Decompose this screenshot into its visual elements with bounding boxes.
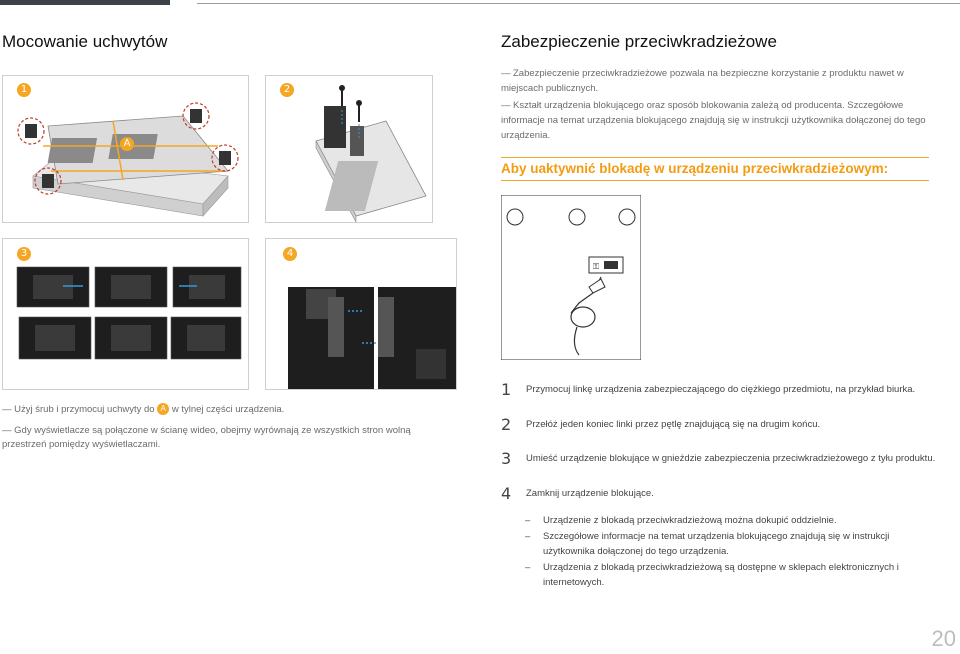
step-badge-4: 4 [283,247,297,261]
bullet-1 [525,513,925,528]
svg-text:⚿: ⚿ [593,262,600,271]
step-text-3: Umieść urządzenie blokujące w gnieździe zabezpieczenia przeciwkradzieżowego z tyłu produktu. [526,453,936,464]
note-dash: — [501,100,511,111]
label-a-badge: A [120,137,134,151]
bracket-screw-illustration [266,76,432,222]
lock-activation-heading: Aby uaktywnić blokadę w urządzeniu przeciwkradzieżowym: [501,157,929,181]
step-row-2 [501,415,960,437]
step-number-2: 2 [501,415,512,434]
step-text-4: Zamknij urządzenie blokujące. [526,488,654,499]
step-badge-2: 2 [280,83,294,97]
step-row-1 [501,380,960,402]
inline-label-a-badge: A [157,403,169,415]
bullet-1-text: Urządzenie z blokadą przeciwkradzieżową można dokupić oddzielnie. [543,515,837,526]
note-dash: — [2,404,15,415]
bullet-dash: – [525,531,531,542]
step-number-1: 1 [501,380,512,399]
step-number-3: 3 [501,449,512,468]
note-dash: — [501,68,511,79]
intro-note-1 [501,66,941,96]
bullet-2 [525,529,925,559]
illustration-panel-2 [265,75,433,223]
step-row-3 [501,449,960,471]
bracket-joint-illustration [266,239,456,389]
page-number: 20 [931,626,956,651]
left-section-title: Mocowanie uchwytów [2,32,168,51]
bullet-3-text: Urządzenia z blokadą przeciwkradzieżową są dostępne w sklepach elektronicznych i internetowych. [543,562,899,588]
step-badge-3: 3 [17,247,31,261]
bullet-3 [525,560,925,590]
note-dash: — [2,425,15,436]
illustration-panel-1 [2,75,249,223]
step-badge-1: 1 [17,83,31,97]
intro-note-2-text: Kształt urządzenia blokującego oraz sposób blokowania zależą od producenta. Szczegółowe informacje na temat urządzenia blokującego znajdują się w instrukcji użytkownika dołączonej do tego urządzenia. [501,100,926,141]
right-section-title: Zabezpieczenie przeciwkradzieżowe [501,32,777,51]
intro-note-1-text: Zabezpieczenie przeciwkradzieżowe pozwala na bezpieczne korzystanie z produktu nawet w miejscach publicznych. [501,68,904,94]
kensington-lock-illustration [501,195,641,360]
left-note-1-after: w tylnej części urządzenia. [171,404,285,415]
bullet-dash: – [525,562,531,573]
step-text-2: Przełóż jeden koniec linki przez pętlę znajdującą się na drugim końcu. [526,419,821,430]
illustration-panel-3 [2,238,249,390]
step-number-4: 4 [501,484,512,503]
left-note-1 [2,403,442,417]
video-wall-illustration [3,239,248,389]
intro-note-2 [501,98,941,143]
top-bar-light [197,3,960,4]
lock-illustration-panel [501,195,641,360]
step-row-4 [501,484,960,506]
left-note-2 [2,424,442,452]
left-note-2-text: Gdy wyświetlacze są połączone w ścianę wideo, obejmy wyrównają ze wszystkich stron wolną przestrzeń pomiędzy wyświetlaczami. [2,425,411,450]
top-bar-dark [0,0,170,5]
step-text-1: Przymocuj linkę urządzenia zabezpieczającego do ciężkiego przedmiotu, na przykład biurka. [526,384,916,395]
illustration-panel-4 [265,238,457,390]
bullet-2-text: Szczegółowe informacje na temat urządzenia blokującego znajdują się w instrukcji użytkownika dołączonej do tego urządzenia. [543,531,890,557]
bullet-dash: – [525,515,531,526]
left-note-1-before: Użyj śrub i przymocuj uchwyty do [14,404,155,415]
